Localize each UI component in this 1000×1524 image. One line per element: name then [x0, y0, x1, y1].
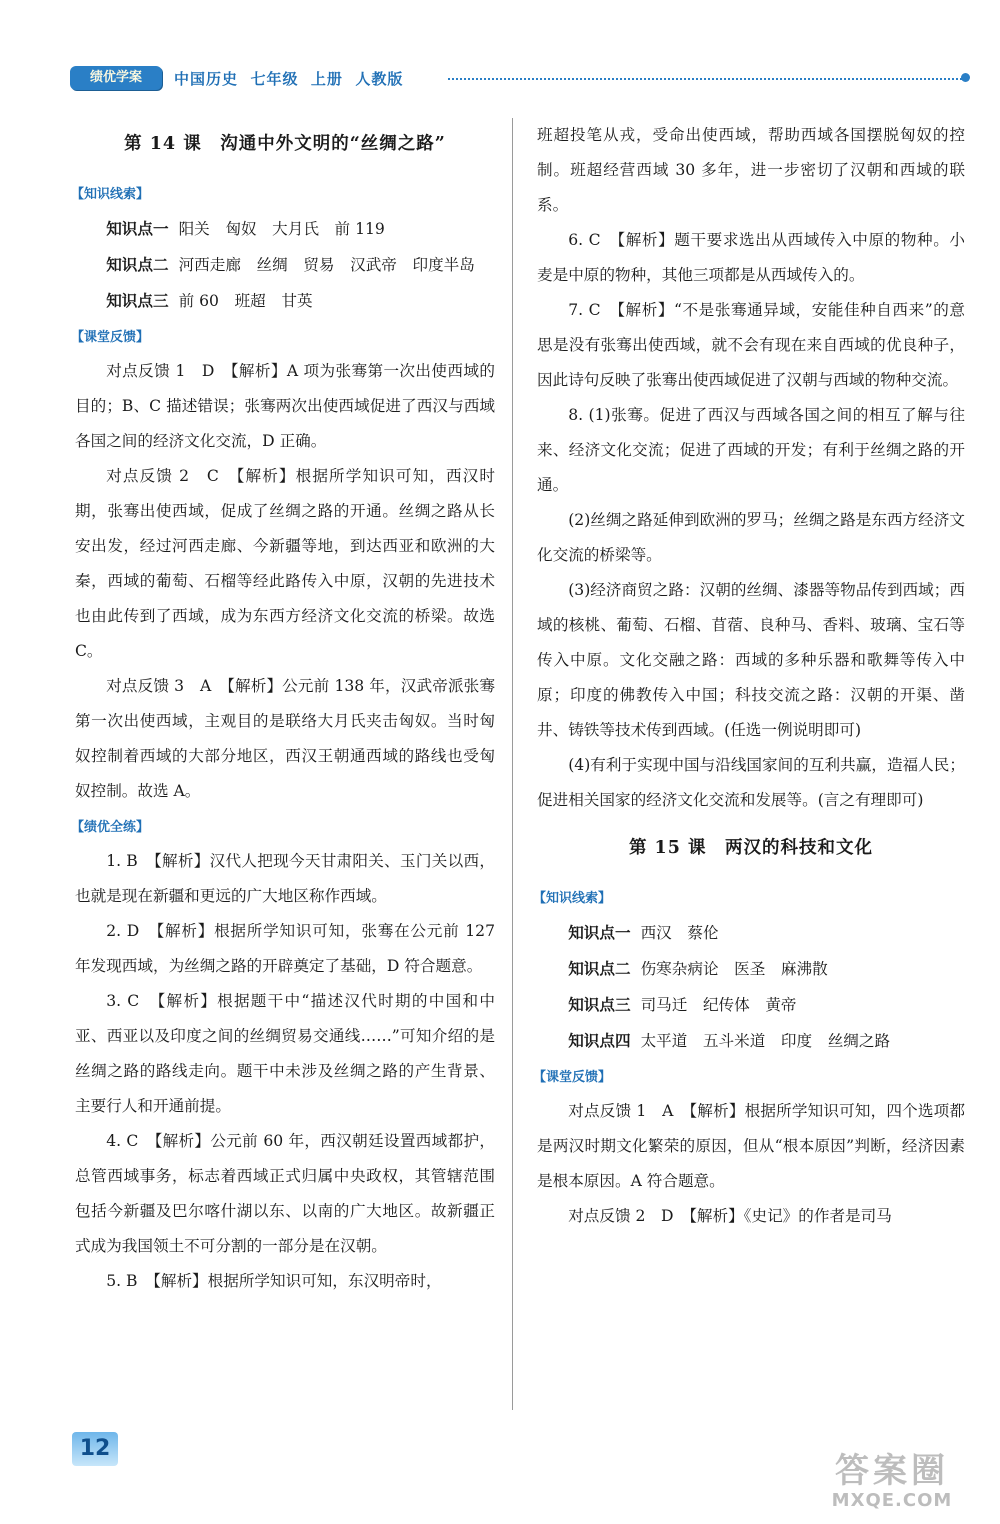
series-logo: 绩优学案 — [70, 66, 162, 90]
knowledge-point: 知识点二 伤寒杂病论 医圣 麻沸散 — [568, 959, 828, 978]
section-knowledge-clues: 【知识线索】 — [533, 891, 612, 906]
practice-answer: 8. (1)张骞。促进了西汉与西域各国之间的相互了解与往来、经济文化交流；促进了西域的开发；有利于丝绸之路的开通。 — [537, 406, 965, 494]
feedback-answer: 对点反馈 1 A 【解析】根据所学知识可知，四个选项都是两汉时期文化繁荣的原因，但从“根本原因”判断，经济因素是根本原因。A 符合题意。 — [537, 1102, 965, 1190]
answer-stamp-icon: 答案圈 — [835, 1451, 949, 1491]
practice-answer: (2)丝绸之路延伸到欧洲的罗马；丝绸之路是东西方经济文化交流的桥梁等。 — [537, 511, 965, 564]
knowledge-point: 知识点一 西汉 蔡伦 — [568, 923, 719, 942]
page-number: 12 — [72, 1432, 118, 1466]
section-class-feedback: 【课堂反馈】 — [71, 330, 150, 345]
practice-answer: 3. C 【解析】根据题干中“描述汉代时期的中国和中亚、西亚以及印度之间的丝绸贸易交通线……”可知介绍的是丝绸之路的路线走向。题干中未涉及丝绸之路的产生背景、主要行人和开通前提。 — [75, 992, 495, 1115]
knowledge-point: 知识点三 司马迁 纪传体 黄帝 — [568, 995, 797, 1014]
practice-answer: 2. D 【解析】根据所学知识可知，张骞在公元前 127 年发现西域，为丝绸之路的开辟奠定了基础，D 符合题意。 — [75, 922, 495, 975]
column-divider — [512, 118, 513, 1410]
right-column — [533, 118, 965, 1234]
practice-answer-continued: 班超投笔从戎，受命出使西域，帮助西域各国摆脱匈奴的控制。班超经营西域 30 多年，进一步密切了汉朝和西域的联系。 — [537, 126, 965, 214]
lesson-14-title: 第 14 课 沟通中外文明的“丝绸之路” — [124, 134, 446, 154]
knowledge-point: 知识点三 前 60 班超 甘英 — [106, 291, 313, 310]
header-dot-icon — [961, 73, 970, 82]
practice-answer: 5. B 【解析】根据所学知识可知，东汉明帝时， — [106, 1272, 442, 1290]
practice-answer: 1. B 【解析】汉代人把现今天甘肃阳关、玉门关以西，也就是现在新疆和更远的广大地区称作西域。 — [75, 852, 495, 905]
practice-answer: (4)有利于实现中国与沿线国家间的互利共赢，造福人民；促进相关国家的经济文化交流和发展等。(言之有理即可) — [537, 756, 965, 809]
feedback-answer: 对点反馈 2 D 【解析】《史记》的作者是司马 — [568, 1207, 892, 1225]
practice-answer: 4. C 【解析】公元前 60 年，西汉朝廷设置西域都护，总管西域事务，标志着西域正式归属中央政权，其管辖范围包括今新疆及巴尔喀什湖以东、以南的广大地区。故新疆正式成为我国领土不可分割的一部分是在汉朝。 — [75, 1132, 495, 1255]
knowledge-point: 知识点四 太平道 五斗米道 印度 丝绸之路 — [568, 1031, 891, 1050]
feedback-answer: 对点反馈 3 A 【解析】公元前 138 年，汉武帝派张骞第一次出使西域，主观目的是联络大月氏夹击匈奴。当时匈奴控制着西域的大部分地区，西汉王朝通西域的路线也受匈奴控制。故选 A。 — [75, 677, 495, 800]
knowledge-point: 知识点二 河西走廊 丝绸 贸易 汉武帝 印度半岛 — [106, 255, 475, 274]
knowledge-point: 知识点一 阳关 匈奴 大月氏 前 119 — [106, 219, 385, 238]
section-class-feedback: 【课堂反馈】 — [533, 1070, 612, 1085]
header-dotted-rule — [448, 78, 962, 80]
page-header — [70, 64, 970, 94]
feedback-answer: 对点反馈 2 C 【解析】根据所学知识可知，西汉时期，张骞出使西域，促成了丝绸之路的开通。丝绸之路从长安出发，经过河西走廊、今新疆等地，到达西亚和欧洲的大秦，西域的葡萄、石榴等经此路传入中原，汉朝的先进技术也由此传到了西域，成为东西方经济文化交流的桥梁。故选 C。 — [75, 467, 495, 660]
lesson-15-title: 第 15 课 两汉的科技和文化 — [628, 838, 874, 858]
section-practice: 【绩优全练】 — [71, 820, 150, 835]
practice-answer: 6. C 【解析】题干要求选出从西域传入中原的物种。小麦是中原的物种，其他三项都是从西域传入的。 — [537, 231, 965, 284]
section-knowledge-clues: 【知识线索】 — [71, 187, 150, 202]
watermark-text: MXQE.COM — [831, 1490, 953, 1511]
practice-answer: 7. C 【解析】“不是张骞通异域，安能佳种自西来”的意思是没有张骞出使西域，就不会有现在来自西域的优良种子，因此诗句反映了张骞出使西域促进了汉朝与西域的物种交流。 — [537, 301, 965, 389]
left-column — [71, 118, 495, 1299]
series-title: 中国历史 七年级 上册 人教版 — [174, 70, 404, 88]
practice-answer: (3)经济商贸之路：汉朝的丝绸、漆器等物品传到西域；西域的核桃、葡萄、石榴、苜蓿、良种马、香料、玻璃、宝石等传入中原。文化交融之路：西域的多种乐器和歌舞等传入中原；印度的佛教传入中国；科技交流之路：汉朝的开渠、凿井、铸铁等技术传到西域。(任选一例说明即可) — [537, 581, 965, 739]
site-watermark — [812, 1452, 972, 1516]
feedback-answer: 对点反馈 1 D 【解析】A 项为张骞第一次出使西域的目的；B、C 描述错误；张骞两次出使西域促进了西汉与西域各国之间的经济文化交流，D 正确。 — [75, 362, 495, 450]
